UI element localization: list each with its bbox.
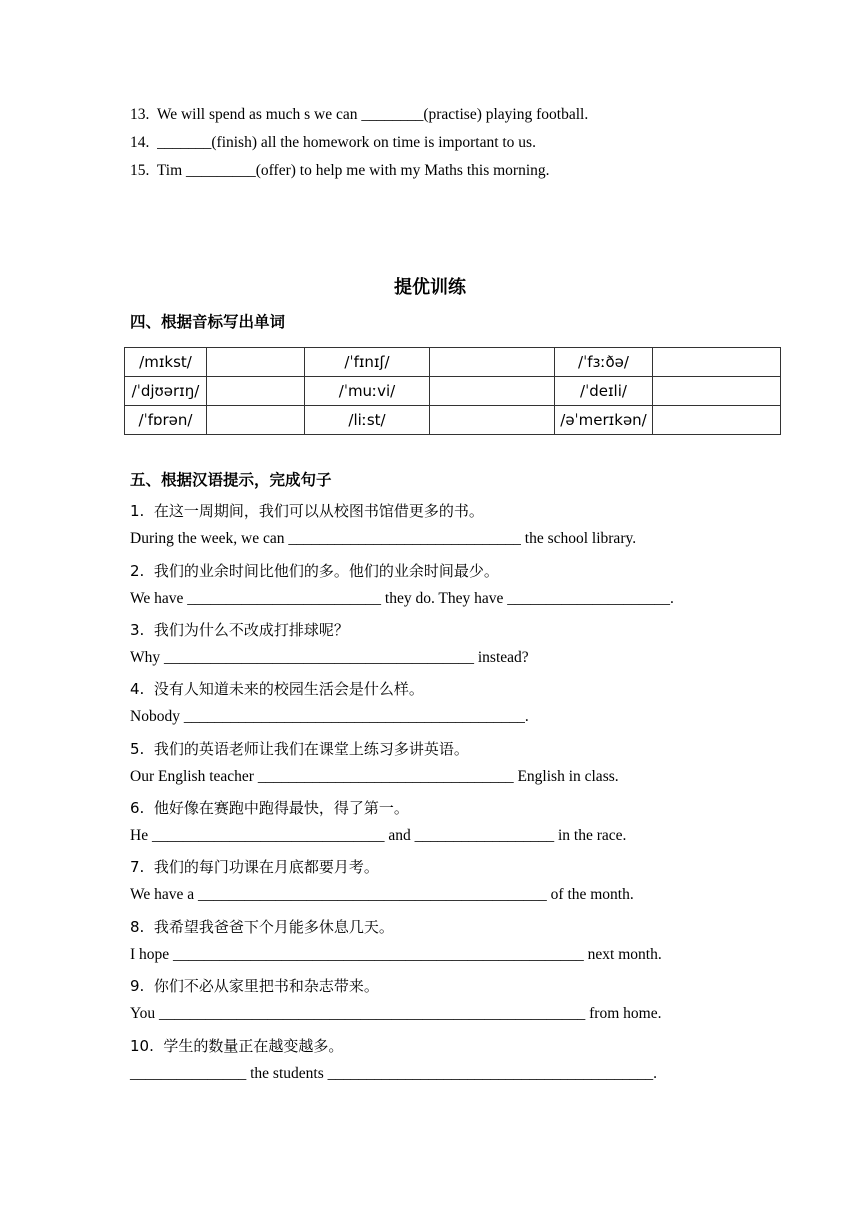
sentence-en-6: He ______________________________ and __________________ in the race. xyxy=(130,827,627,844)
phonetic-cell: /mɪkst/ xyxy=(125,348,207,377)
sentence-en-7: We have a _____________________________________________ of the month. xyxy=(130,886,634,903)
answer-cell[interactable] xyxy=(430,377,555,406)
exercise-item-13: 13. We will spend as much s we can ________(practise) playing football. xyxy=(130,106,589,123)
prompt-cn-7: 7. 我们的每门功课在月底都要月考。 xyxy=(130,858,379,876)
table-row xyxy=(125,406,781,435)
prompt-cn-3: 3. 我们为什么不改成打排球呢？ xyxy=(130,621,349,639)
phonetic-cell: /liːst/ xyxy=(305,406,430,435)
answer-cell[interactable] xyxy=(430,406,555,435)
prompt-cn-10: 10. 学生的数量正在越变越多。 xyxy=(130,1037,344,1055)
prompt-cn-1: 1. 在这一周期间，我们可以从校图书馆借更多的书。 xyxy=(130,502,484,520)
prompt-cn-6: 6. 他好像在赛跑中跑得最快，得了第一。 xyxy=(130,799,409,817)
sentence-en-9: You _______________________________________________________ from home. xyxy=(130,1005,662,1022)
phonetic-cell: /ˈfɪnɪʃ/ xyxy=(305,348,430,377)
answer-cell[interactable] xyxy=(653,406,781,435)
sentence-en-1: During the week, we can ______________________________ the school library. xyxy=(130,530,637,547)
sentence-en-2: We have _________________________ they do. They have _____________________. xyxy=(130,590,674,607)
answer-cell[interactable] xyxy=(207,377,305,406)
sentence-en-8: I hope _____________________________________________________ next month. xyxy=(130,946,662,963)
phonetic-cell: /ˈmuːvi/ xyxy=(305,377,430,406)
sentence-en-5: Our English teacher _________________________________ English in class. xyxy=(130,768,619,785)
answer-cell[interactable] xyxy=(207,348,305,377)
answer-cell[interactable] xyxy=(653,377,781,406)
phonetic-cell: /ˈdeɪli/ xyxy=(555,377,653,406)
phonetic-cell: /ˈfɒrən/ xyxy=(125,406,207,435)
phonetic-table xyxy=(124,347,781,435)
prompt-cn-4: 4. 没有人知道未来的校园生活会是什么样。 xyxy=(130,680,424,698)
answer-cell[interactable] xyxy=(430,348,555,377)
phonetic-cell: /ˈdjʊərɪŋ/ xyxy=(125,377,207,406)
table-row xyxy=(125,348,781,377)
answer-cell[interactable] xyxy=(653,348,781,377)
sentence-en-10: _______________ the students __________________________________________. xyxy=(130,1065,657,1082)
prompt-cn-9: 9. 你们不必从家里把书和杂志带来。 xyxy=(130,977,379,995)
page-heading: 提优训练 xyxy=(394,277,466,298)
phonetic-cell: /əˈmerɪkən/ xyxy=(555,406,653,435)
sentence-en-3: Why ________________________________________ instead? xyxy=(130,649,529,666)
section-5-title: 五、根据汉语提示，完成句子 xyxy=(130,471,332,489)
phonetic-cell: /ˈfɜːðə/ xyxy=(555,348,653,377)
prompt-cn-8: 8. 我希望我爸爸下个月能多休息几天。 xyxy=(130,918,394,936)
exercise-item-15: 15. Tim _________(offer) to help me with my Maths this morning. xyxy=(130,162,550,179)
prompt-cn-2: 2. 我们的业余时间比他们的多。他们的业余时间最少。 xyxy=(130,562,499,580)
sentence-en-4: Nobody ____________________________________________. xyxy=(130,708,529,725)
prompt-cn-5: 5. 我们的英语老师让我们在课堂上练习多讲英语。 xyxy=(130,740,469,758)
answer-cell[interactable] xyxy=(207,406,305,435)
section-4-title: 四、根据音标写出单词 xyxy=(130,313,286,331)
exercise-item-14: 14. _______(finish) all the homework on time is important to us. xyxy=(130,134,536,151)
table-row xyxy=(125,377,781,406)
